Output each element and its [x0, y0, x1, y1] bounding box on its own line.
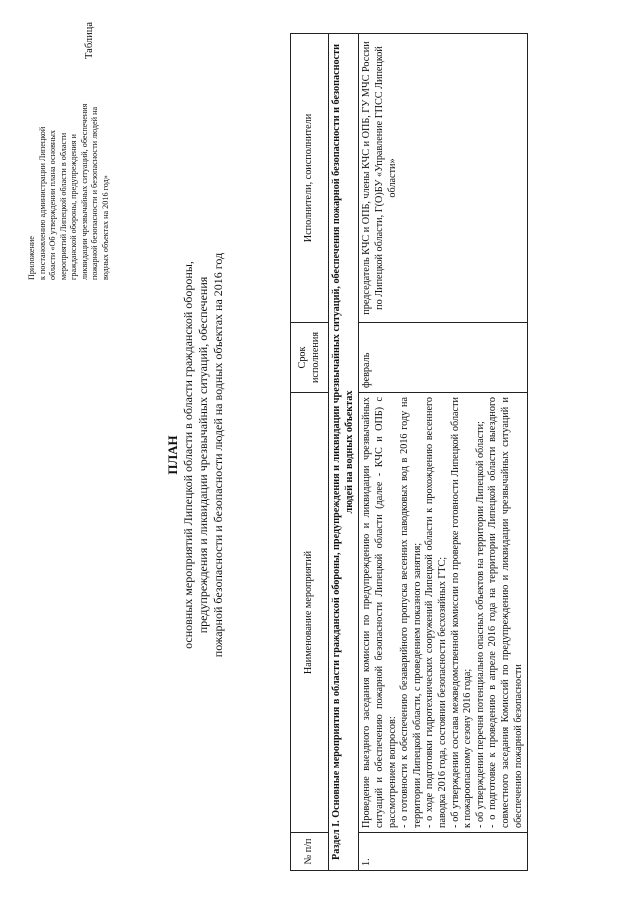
row-number: 1. — [359, 833, 528, 871]
plan-table — [290, 33, 528, 871]
section-1-title: Раздел I. Основные мероприятия в области гражданской обороны, предупреждения и ликвидации чрезвычайных ситуаций, обеспечения пожарной безопасности и безопасности людей на водных объектах — [329, 34, 359, 871]
header-executors: Исполнители, соисполнители — [291, 34, 329, 323]
table-row — [359, 34, 528, 871]
title-line-2: предупреждения и ликвидации чрезвычайных ситуаций, обеспечения — [196, 276, 210, 634]
activity-intro: Проведение выездного заседания комиссии по предупреждению и ликвидации чрезвычайных ситуаций и обеспечению пожарной безопасности Липецкой области (далее - КЧС и ОПБ) с рассмотрением вопросов: — [361, 397, 398, 828]
header-name: Наименование мероприятий — [291, 393, 329, 833]
section-row — [329, 34, 359, 871]
header-number: № п/п — [291, 833, 329, 871]
appendix-line: пожарной безопасности и безопасности людей на — [90, 106, 99, 280]
activity-item: - о подготовке к проведению в апреле 2016 года на территории Липецкой области выездного совместного заседания Комиссий по предупреждению и ликвидации чрезвычайных ситуаций и обеспечению пожарной безопасности — [487, 397, 524, 828]
document-title — [165, 75, 226, 835]
appendix-line: к постановлению администрации Липецкой — [37, 126, 47, 280]
appendix-line: водных объектах на 2016 год» — [100, 175, 110, 280]
appendix-line: гражданской обороны, предупреждения и — [69, 134, 78, 280]
appendix-line: мероприятий Липецкой области в области — [58, 132, 68, 280]
row-executors: председатель КЧС и ОПБ, члены КЧС и ОПБ, ГУ МЧС России по Липецкой области, Г(О)БУ «Управление ГПСС Липецкой области» — [359, 34, 528, 323]
plan-heading: ПЛАН — [165, 435, 180, 475]
title-line-1: основных мероприятий Липецкой области в области гражданской обороны, — [181, 261, 195, 649]
activity-item: - о готовности к обеспечению безаварийного пропуска весенних паводковых вод в 2016 году на территории Липецкой области, с проведением показного занятия; — [399, 397, 423, 828]
appendix-line: области «Об утверждении плана основных — [48, 130, 57, 280]
activity-item: - об утверждении состава межведомственной комиссии по проверке готовности Липецкой области к пожароопасному сезону 2016 года; — [449, 397, 474, 828]
table-label: Таблица — [84, 21, 95, 59]
appendix-line: ликвидации чрезвычайных ситуаций, обеспечения — [79, 103, 89, 280]
title-line-3: пожарной безопасности и безопасности людей на водных объектах на 2016 год — [211, 252, 225, 658]
activity-item: - о ходе подготовки гидротехнических сооружений Липецкой области к прохождению весеннего паводка 2016 года, состоянии безопасности бесхозяйных ГТС; — [424, 397, 448, 828]
appendix-line: Приложение — [27, 236, 36, 280]
row-activity — [359, 393, 528, 833]
appendix-note — [27, 35, 111, 280]
row-term: февраль — [359, 323, 528, 393]
table-header-row — [291, 34, 329, 871]
activity-item: - об утверждении перечня потенциально опасных объектов на территории Липецкой области; — [474, 421, 486, 828]
header-term: Срок исполнения — [291, 323, 329, 393]
